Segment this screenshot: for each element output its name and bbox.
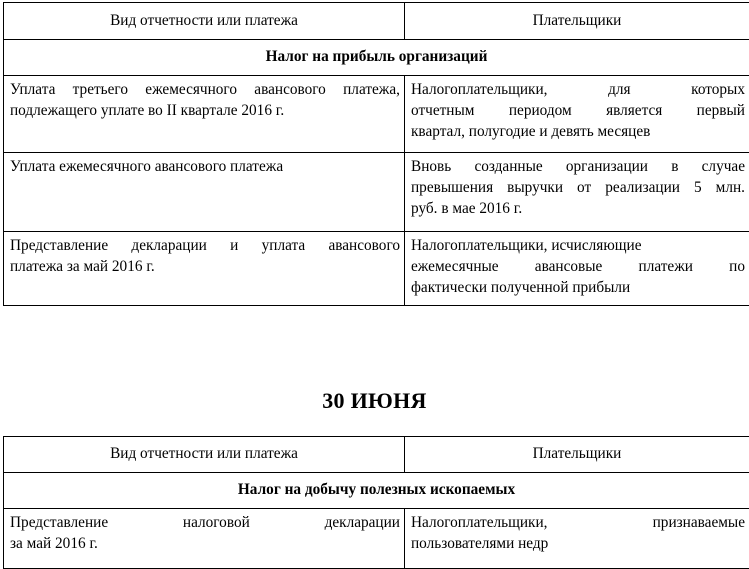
row2-payers [405, 153, 749, 232]
header-report-type: Вид отчетности или платежа [4, 3, 405, 40]
text-line: платежа за май 2016 г. [10, 257, 400, 278]
row2-report-type [4, 153, 405, 232]
row3-report-type [4, 232, 405, 306]
text-line: руб. в мае 2016 г. [411, 199, 745, 220]
table-row [4, 153, 749, 232]
section-title-profit-tax: Налог на прибыль организаций [4, 40, 749, 76]
row3-payers [405, 232, 749, 306]
table-row [4, 509, 749, 569]
row1-payers [405, 76, 749, 153]
text-line: за май 2016 г. [10, 534, 400, 555]
payment-table-mineral-tax [3, 436, 749, 569]
text-line: Налогоплательщики, признаваемые [411, 513, 745, 534]
table-header-row [4, 437, 749, 473]
text-line: Вновь созданные организации в случае [411, 157, 745, 178]
row1-payers [405, 509, 749, 569]
text-line: пользователями недр [411, 534, 745, 555]
header-payers: Плательщики [405, 437, 749, 473]
row1-report-type [4, 509, 405, 569]
text-line: Представление декларации и уплата авансового [10, 236, 400, 257]
text-line: Налогоплательщики, исчисляющие [411, 236, 745, 257]
text-line: отчетным периодом является первый [411, 101, 745, 122]
section-row [4, 473, 749, 509]
table-header-row [4, 3, 749, 40]
text-line: ежемесячные авансовые платежи по [411, 257, 745, 278]
text-line: Представление налоговой декларации [10, 513, 400, 534]
table-row [4, 232, 749, 306]
text-line: Уплата третьего ежемесячного авансового платежа, [10, 80, 400, 101]
date-heading: 30 ИЮНЯ [0, 386, 749, 416]
text-line: превышения выручки от реализации 5 млн. [411, 178, 745, 199]
row1-report-type [4, 76, 405, 153]
text-line: фактически полученной прибыли [411, 278, 745, 299]
section-title-mineral-tax: Налог на добычу полезных ископаемых [4, 473, 749, 509]
payment-table-profit-tax [3, 2, 749, 306]
header-report-type: Вид отчетности или платежа [4, 437, 405, 473]
table-row [4, 76, 749, 153]
text-line: Налогоплательщики, для которых [411, 80, 745, 101]
section-row [4, 40, 749, 76]
text-line: квартал, полугодие и девять месяцев [411, 122, 745, 143]
header-payers: Плательщики [405, 3, 749, 40]
text-line: подлежащего уплате во II квартале 2016 г. [10, 101, 400, 122]
text-line: Уплата ежемесячного авансового платежа [10, 157, 400, 178]
